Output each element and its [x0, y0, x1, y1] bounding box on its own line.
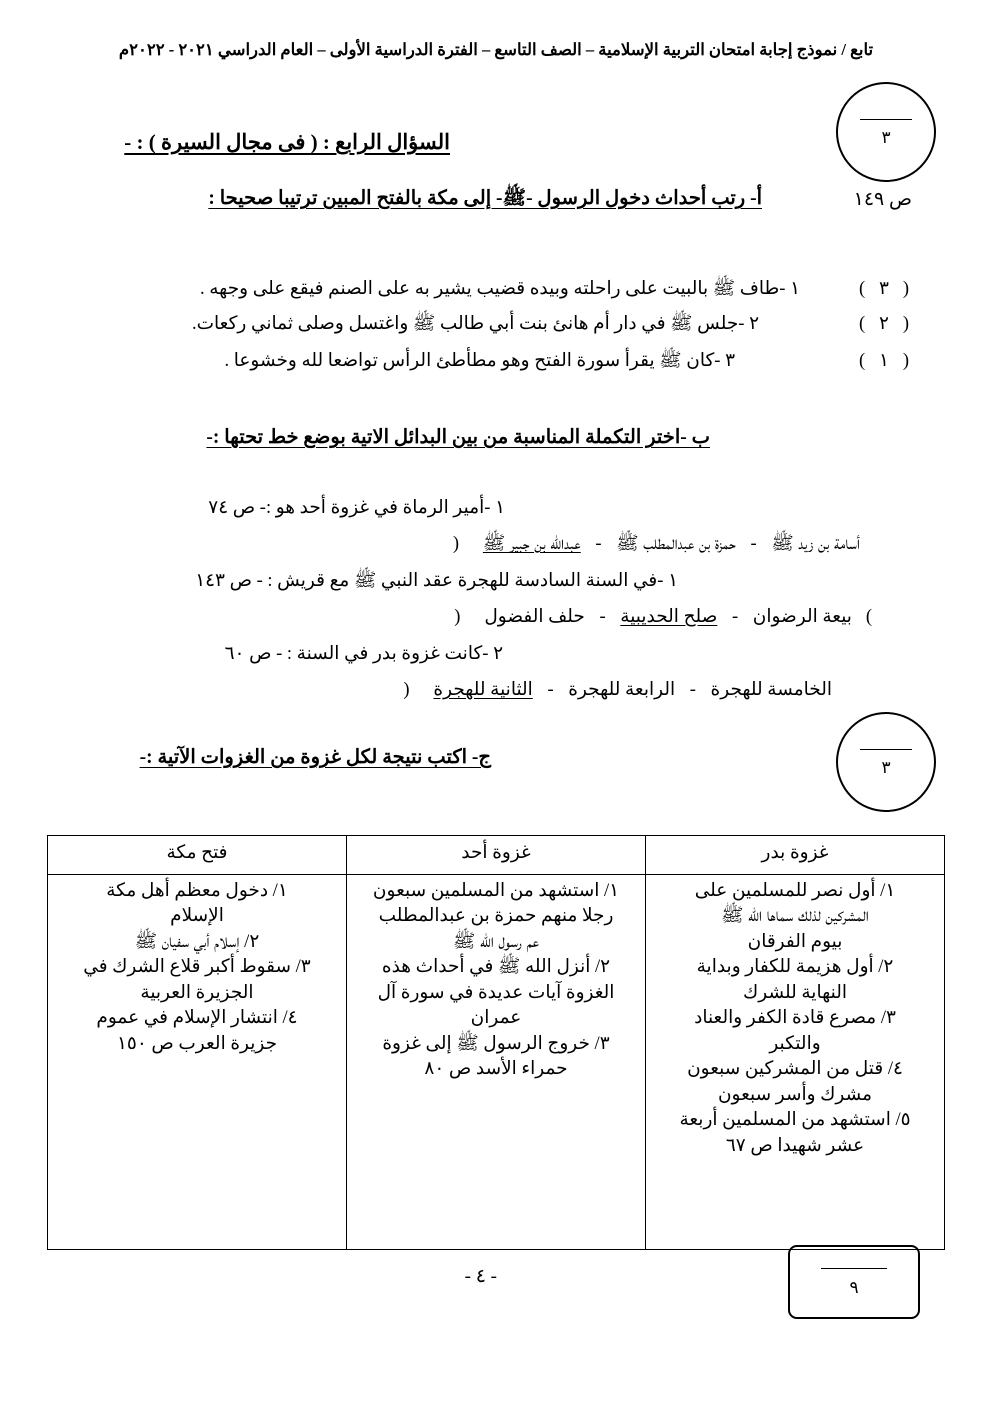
mcq-1-option-1: أسامة بن زيد ﷺ: [771, 534, 860, 554]
cell-line: النهاية للشرك: [743, 982, 847, 1003]
table-header-badr: غزوة بدر: [646, 836, 945, 875]
question4-title: السؤال الرابع : ( فى مجال السيرة ) : -: [124, 130, 450, 154]
mcq-2-options: [444, 606, 872, 628]
mark-circle-part-a: [836, 82, 936, 182]
cell-line: حمراء الأسد ص ٨٠: [424, 1059, 568, 1080]
cell-line: عم رسول الله ﷺ: [453, 931, 539, 952]
mark-circle-part-c: [836, 712, 936, 812]
part-c-label: ج- اكتب نتيجة لكل غزوة من الغزوات الآتية :-: [139, 747, 491, 768]
cell-line: والتكبر: [769, 1033, 821, 1054]
cell-line: ١/ دخول معظم أهل مكة: [106, 880, 288, 901]
cell-line: الغزوة آيات عديدة في سورة آل: [377, 982, 615, 1003]
cell-line: ٢/ أنزل الله ﷺ في أحداث هذه: [381, 957, 611, 978]
order-answer-value-3: ١: [879, 351, 889, 371]
mcq-1-options: [443, 533, 860, 559]
order-item-1: ١ -طاف ﷺ بالبيت على راحلته وبيده قضيب يشير به على الصنم فيقع على وجهه .: [200, 279, 800, 299]
mcq-3-option-2: الرابعة للهجرة: [568, 680, 676, 700]
cell-line: ٤/ قتل من المشركين سبعون: [687, 1059, 903, 1080]
ghazawat-results-table: [47, 835, 945, 1250]
page-header: تابع / نموذج إجابة امتحان التربية الإسلامية – الصف التاسع – الفترة الدراسية الأولى – العام الدراسي ٢٠٢١ - ٢٠٢٢م: [118, 40, 874, 59]
mark-rule: [860, 749, 912, 750]
cell-line: الإسلام: [170, 906, 224, 927]
mcq-3-option-1: الخامسة للهجرة: [710, 680, 832, 700]
mcq-3-sep-2: -: [547, 680, 554, 700]
cell-line: ٢/ إسلام أبي سفيان ﷺ: [134, 931, 260, 952]
cell-line: الجزيرة العربية: [140, 982, 254, 1003]
order-answer-2: ( ٢ ): [858, 314, 909, 334]
mcq-3-stem: ٢ -كانت غزوة بدر في السنة : - ص ٦٠: [224, 644, 503, 664]
mcq-2-paren-close: (: [454, 607, 470, 627]
mcq-2-sep-2: -: [599, 607, 606, 627]
mark-rule: [821, 1268, 887, 1269]
cell-line: ٣/ خروج الرسول ﷺ إلى غزوة: [382, 1033, 610, 1054]
order-answer-1: ( ٣ ): [858, 279, 909, 299]
cell-line: المشركين لذلك سماها الله ﷺ: [721, 906, 869, 927]
mcq-3-paren: (: [403, 680, 419, 700]
page-number: - ٤ -: [464, 1266, 497, 1287]
part-a-page-ref: ص ١٤٩: [853, 189, 912, 210]
part-b-label: ب -اختر التكملة المناسبة من بين البدائل الاتية بوضع خط تحتها :-: [206, 427, 710, 448]
mcq-1-sep-1: -: [750, 534, 757, 554]
cell-line: ٣/ سقوط أكبر قلاع الشرك في: [83, 957, 311, 978]
table-cell-uhud: [347, 874, 646, 1249]
mark-value-part-c: ٣: [881, 757, 891, 777]
mark-rule: [860, 119, 912, 120]
mark-value-part-a: ٣: [881, 127, 891, 147]
table-cell-fath-makkah: [48, 874, 347, 1249]
part-a-label: أ- رتب أحداث دخول الرسول -ﷺ- إلى مكة بالفتح المبين ترتيبا صحيحا :: [208, 188, 762, 209]
cell-line: مشرك وأسر سبعون: [717, 1084, 873, 1105]
mcq-1-option-3: عبدالله بن جبير ﷺ: [482, 534, 581, 554]
cell-line: رجلا منهم حمزة بن عبدالمطلب: [378, 906, 614, 927]
table-header-fath-makkah: فتح مكة: [48, 836, 347, 875]
mcq-3-options: [393, 679, 832, 701]
mcq-1-option-2: حمزة بن عبدالمطلب ﷺ: [616, 534, 736, 554]
order-item-3: ٣ -كان ﷺ يقرأ سورة الفتح وهو مطأطئ الرأس تواضعا لله وخشوعا .: [224, 351, 735, 371]
cell-line: عمران: [470, 1008, 522, 1029]
mcq-2-sep-1: -: [731, 607, 739, 627]
cell-line: ١/ استشهد من المسلمين سبعون: [372, 880, 620, 901]
cell-line: بيوم الفرقان: [747, 931, 843, 952]
cell-line: ٢/ أول هزيمة للكفار وبداية: [696, 957, 894, 978]
total-mark-value: ٩: [849, 1278, 859, 1297]
mcq-3-option-3: الثانية للهجرة: [433, 680, 533, 700]
table-header-uhud: غزوة أحد: [347, 836, 646, 875]
mcq-2-option-3: حلف الفضول: [484, 607, 585, 627]
table-header-row: [48, 836, 945, 875]
mcq-3-sep-1: -: [689, 680, 696, 700]
cell-line: ٥/ استشهد من المسلمين أربعة: [679, 1110, 911, 1131]
mcq-1-sep-2: -: [595, 534, 602, 554]
mcq-1-paren: (: [452, 534, 469, 554]
cell-line: جزيرة العرب ص ١٥٠: [116, 1033, 278, 1054]
cell-line: ٤/ انتشار الإسلام في عموم: [96, 1008, 298, 1029]
order-answer-3: ( ١ ): [858, 351, 909, 371]
order-answer-value-1: ٣: [879, 279, 889, 299]
table-row: [48, 874, 945, 1249]
cell-line: ٣/ مصرع قادة الكفر والعناد: [694, 1008, 896, 1029]
mcq-1-stem: ١ -أمير الرماة في غزوة أحد هو :- ص ٧٤: [208, 498, 505, 518]
mcq-2-option-1: بيعة الرضوان: [752, 607, 852, 627]
order-answer-value-2: ٢: [879, 314, 889, 334]
table-cell-badr: [646, 874, 945, 1249]
cell-line: ١/ أول نصر للمسلمين على: [694, 880, 896, 901]
mcq-2-paren-open: ): [856, 607, 872, 627]
total-mark-box: [788, 1245, 920, 1319]
mcq-2-option-2: صلح الحديبية: [620, 607, 718, 627]
cell-line: عشر شهيدا ص ٦٧: [725, 1135, 865, 1156]
mcq-2-stem: ١ -في السنة السادسة للهجرة عقد النبي ﷺ مع قريش : - ص ١٤٣: [195, 571, 678, 591]
order-item-2: ٢ -جلس ﷺ في دار أم هانئ بنت أبي طالب ﷺ واغتسل وصلى ثماني ركعات.: [191, 314, 759, 334]
